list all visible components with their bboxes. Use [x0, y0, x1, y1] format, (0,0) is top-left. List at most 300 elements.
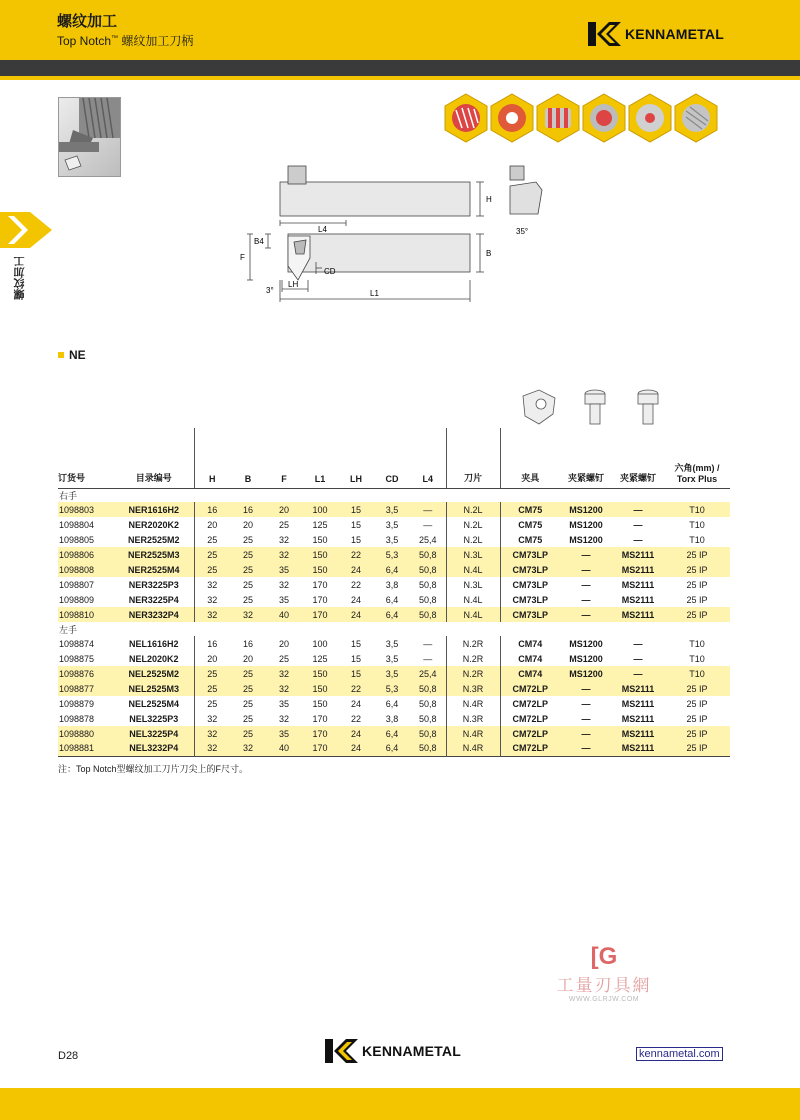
cell-catalog: NER3225P4 [114, 592, 194, 607]
cell-screw1: — [581, 698, 591, 709]
cell-screw2: MS2111 [612, 547, 664, 562]
cell-l1: 170 [302, 741, 338, 756]
cell-catalog: NER2525M3 [114, 547, 194, 562]
cell-cd: 3,5 [385, 653, 399, 664]
group-header-row [58, 622, 730, 636]
dim-angle3: 3° [266, 286, 274, 295]
col-l1: L1 [302, 428, 338, 488]
trademark-mark: ™ [111, 35, 119, 42]
cell-clamp: CM73LP [512, 579, 548, 590]
cell-lh: 22 [338, 547, 374, 562]
cell-h: 32 [194, 726, 230, 741]
cell-l4: 50,8 [410, 711, 446, 726]
cell-cd: 6,4 [385, 698, 399, 709]
cell-clamp: CM73LP [500, 607, 560, 622]
website-link[interactable]: kennametal.com [636, 1047, 723, 1061]
cell-b: 25 [230, 681, 266, 696]
cell-b: 25 [230, 666, 266, 681]
cell-f: 35 [266, 726, 302, 741]
kennametal-logo-icon [325, 1039, 359, 1063]
cell-catalog: NER2525M4 [114, 562, 194, 577]
face-thread-icon [628, 93, 672, 143]
cell-order: 1098874 [59, 638, 95, 649]
brand-name-bottom: KENNAMETAL [362, 1043, 461, 1059]
cell-insert: N.4R [446, 696, 500, 711]
cell-b: 25 [242, 594, 253, 605]
cell-hex: T10 [689, 653, 705, 664]
table-row[interactable] [58, 651, 730, 666]
header-stripe [0, 60, 800, 76]
cell-insert: N.2L [446, 532, 500, 547]
cell-screw1: — [581, 594, 591, 605]
table-row[interactable] [58, 666, 730, 681]
cell-insert: N.2R [446, 636, 500, 651]
cell-screw1: — [560, 562, 612, 577]
bottom-rule-cell [58, 756, 730, 757]
cell-b: 20 [242, 519, 253, 530]
cell-f: 32 [278, 534, 289, 545]
cell-catalog: NEL2020K2 [114, 651, 194, 666]
cell-cd: 3,5 [374, 502, 410, 517]
footer-band [0, 1088, 800, 1120]
cell-clamp: CM72LP [512, 698, 548, 709]
cell-b: 32 [230, 607, 266, 622]
cell-screw2: MS2111 [621, 579, 655, 590]
cell-l1: 170 [312, 713, 328, 724]
cell-hex: T10 [689, 638, 705, 649]
cell-catalog: NER3225P3 [114, 577, 194, 592]
cell-h: 32 [207, 579, 218, 590]
cell-clamp: CM74 [518, 653, 543, 664]
cell-b: 25 [230, 562, 266, 577]
table-row[interactable] [58, 681, 730, 696]
cell-l4: — [410, 502, 446, 517]
cell-insert: N.2L [446, 517, 500, 532]
cell-order: 1098878 [59, 713, 95, 724]
cell-cd: 6,4 [374, 741, 410, 756]
header-stripe-accent [0, 76, 800, 80]
clamp-part-icon [519, 386, 559, 428]
cell-h: 25 [194, 681, 230, 696]
dim-h: H [486, 195, 492, 204]
cell-insert: N.4L [446, 607, 500, 622]
cell-cd: 3,5 [374, 666, 410, 681]
cell-lh: 15 [338, 666, 374, 681]
cell-l1: 150 [312, 534, 328, 545]
cell-cd: 3,8 [385, 713, 399, 724]
cell-b: 32 [230, 741, 266, 756]
col-f: F [266, 428, 302, 488]
cell-cd: 6,4 [385, 594, 399, 605]
group-header-row [58, 488, 730, 502]
page-number: D28 [58, 1050, 79, 1062]
cell-f: 25 [278, 519, 289, 530]
cell-hex: T10 [664, 666, 730, 681]
cell-cd: 3,5 [385, 638, 399, 649]
cell-screw1: MS1200 [569, 534, 603, 545]
cell-f: 40 [266, 607, 302, 622]
cell-clamp: CM74 [518, 638, 543, 649]
cell-catalog: NER3232P4 [114, 607, 194, 622]
table-row[interactable] [58, 592, 730, 607]
clamp-screw-2-icon [635, 386, 661, 428]
table-row[interactable] [58, 517, 730, 532]
cell-screw1: MS1200 [569, 653, 603, 664]
cell-insert: N.2R [446, 666, 500, 681]
cell-clamp: CM75 [500, 502, 560, 517]
cell-f: 25 [278, 653, 289, 664]
cell-catalog: NEL3225P4 [114, 726, 194, 741]
cell-lh: 24 [338, 607, 374, 622]
cell-cd: 3,5 [385, 534, 399, 545]
table-row[interactable] [58, 562, 730, 577]
cell-screw2: MS2111 [612, 607, 664, 622]
cell-clamp: CM75 [518, 534, 543, 545]
cell-hex: 25 IP [664, 562, 730, 577]
cell-b: 25 [230, 547, 266, 562]
cell-screw1: MS1200 [560, 502, 612, 517]
spec-table [58, 428, 730, 757]
cell-h: 32 [207, 713, 218, 724]
col-insert: 刀片 [446, 428, 500, 488]
cell-screw1: — [560, 726, 612, 741]
cell-l4: — [410, 651, 446, 666]
cell-hex: 25 IP [664, 741, 730, 756]
cell-l4: 50,8 [410, 547, 446, 562]
cell-h: 32 [207, 594, 218, 605]
cell-hex: T10 [689, 534, 705, 545]
cell-l1: 170 [312, 594, 328, 605]
cell-insert: N.3R [446, 681, 500, 696]
cell-l1: 150 [302, 562, 338, 577]
cell-b: 20 [242, 653, 253, 664]
table-row[interactable] [58, 741, 730, 756]
cell-l1: 125 [312, 653, 328, 664]
cell-l1: 150 [302, 666, 338, 681]
col-h: H [194, 428, 230, 488]
cell-order: 1098803 [58, 502, 114, 517]
cell-lh: 15 [338, 502, 374, 517]
cell-h: 20 [207, 653, 218, 664]
product-photo [58, 97, 121, 177]
cell-screw2: — [612, 666, 664, 681]
cell-b: 25 [242, 534, 253, 545]
cell-insert: N.4R [446, 726, 500, 741]
cell-catalog: NER1616H2 [114, 502, 194, 517]
table-row[interactable] [58, 607, 730, 622]
subtitle-product: Top Notch [57, 34, 112, 48]
cell-cd: 5,3 [374, 547, 410, 562]
cell-l4: 50,8 [410, 681, 446, 696]
cell-h: 20 [207, 519, 218, 530]
cell-order: 1098879 [59, 698, 95, 709]
dim-b4: B4 [254, 237, 264, 246]
cell-hex: 25 IP [686, 713, 708, 724]
group-label: 左手 [59, 624, 78, 635]
application-icons [444, 93, 718, 143]
cell-h: 16 [194, 502, 230, 517]
cell-clamp: CM72LP [500, 741, 560, 756]
cell-l1: 100 [302, 502, 338, 517]
cell-lh: 15 [350, 638, 361, 649]
cell-f: 20 [266, 502, 302, 517]
page-subtitle [57, 32, 193, 49]
table-row[interactable] [58, 696, 730, 711]
col-hex-line2: Torx Plus [676, 473, 718, 484]
col-b: B [230, 428, 266, 488]
cell-screw1: — [581, 579, 591, 590]
cell-screw1: MS1200 [560, 666, 612, 681]
cell-lh: 15 [350, 519, 361, 530]
cell-screw1: — [560, 741, 612, 756]
col-hex-line1: 六角(mm) / [674, 462, 720, 473]
cell-hex: 25 IP [664, 607, 730, 622]
cell-insert: N.3L [446, 547, 500, 562]
cell-lh: 22 [350, 713, 361, 724]
cell-lh: 15 [350, 653, 361, 664]
brand-logo-top[interactable] [588, 22, 724, 46]
cell-cd: 5,3 [374, 681, 410, 696]
cell-l4: 25,4 [410, 666, 446, 681]
grooved-thread-icon [536, 93, 580, 143]
cell-screw2: MS2111 [612, 562, 664, 577]
cell-l1: 100 [312, 638, 328, 649]
cell-f: 35 [278, 594, 289, 605]
cell-hex: 25 IP [664, 726, 730, 741]
cell-h: 32 [194, 607, 230, 622]
cell-insert: N.2R [446, 651, 500, 666]
subtitle-desc: 螺纹加工刀柄 [118, 34, 194, 48]
cell-f: 32 [278, 579, 289, 590]
cell-h: 32 [194, 741, 230, 756]
cell-lh: 24 [338, 726, 374, 741]
cell-l4: 50,8 [410, 562, 446, 577]
cell-clamp: CM72LP [512, 713, 548, 724]
cell-screw2: MS2111 [621, 713, 655, 724]
cell-hex: 25 IP [664, 547, 730, 562]
cell-order: 1098807 [59, 579, 95, 590]
group-label: 右手 [59, 490, 78, 501]
table-header-row [58, 428, 730, 488]
cell-l4: 50,8 [410, 696, 446, 711]
cell-insert: N.2L [446, 502, 500, 517]
col-screw1: 夹紧螺钉 [560, 428, 612, 488]
cell-insert: N.3R [446, 711, 500, 726]
section-heading [58, 348, 86, 362]
cell-clamp: CM72LP [500, 681, 560, 696]
cell-f: 35 [278, 698, 289, 709]
cell-screw1: MS1200 [569, 638, 603, 649]
cell-hex: 25 IP [686, 698, 708, 709]
col-l4: L4 [410, 428, 446, 488]
cell-lh: 24 [350, 594, 361, 605]
cell-h: 25 [194, 547, 230, 562]
tool-holder-drawing [238, 162, 558, 312]
cell-catalog: NER2525M2 [114, 532, 194, 547]
dim-l1: L1 [370, 289, 379, 298]
cell-screw1: — [560, 681, 612, 696]
table-row[interactable] [58, 502, 730, 517]
cell-catalog: NEL1616H2 [114, 636, 194, 651]
cell-l1: 170 [312, 579, 328, 590]
cell-insert: N.3L [446, 577, 500, 592]
cell-l4: 50,8 [410, 592, 446, 607]
cell-clamp: CM72LP [500, 726, 560, 741]
cell-clamp: CM74 [500, 666, 560, 681]
cell-lh: 24 [350, 698, 361, 709]
cell-b: 25 [230, 726, 266, 741]
dim-f: F [240, 253, 245, 262]
cell-f: 32 [266, 681, 302, 696]
table-row[interactable] [58, 577, 730, 592]
cell-lh: 15 [350, 534, 361, 545]
cell-l4: — [410, 517, 446, 532]
col-screw2: 夹紧螺钉 [612, 428, 664, 488]
cell-catalog: NEL2525M4 [114, 696, 194, 711]
cell-b: 16 [230, 502, 266, 517]
cell-b: 25 [242, 579, 253, 590]
col-clamp: 夹具 [500, 428, 560, 488]
page-title: 螺纹加工 [57, 13, 118, 30]
col-cd: CD [374, 428, 410, 488]
cell-l4: 25,4 [410, 532, 446, 547]
cell-b: 25 [242, 698, 253, 709]
cell-screw2: — [633, 534, 643, 545]
watermark-url: WWW.GLRJW.COM [568, 996, 640, 1003]
cell-hex: T10 [664, 502, 730, 517]
brand-logo-bottom[interactable] [325, 1039, 461, 1063]
brand-name: KENNAMETAL [625, 26, 724, 42]
dim-l4: L4 [318, 225, 327, 234]
cell-h: 25 [194, 562, 230, 577]
threading-photo-illustration [59, 98, 120, 176]
cell-f: 20 [278, 638, 289, 649]
watermark-text: 工量刃具網 [556, 976, 652, 996]
table-bottom-rule [58, 756, 730, 757]
cell-order: 1098877 [58, 681, 114, 696]
col-lh: LH [338, 428, 374, 488]
cell-screw1: — [560, 607, 612, 622]
section-bullet-icon [58, 352, 64, 358]
dim-cd: CD [324, 267, 336, 276]
side-section-label: 螺纹加工 [14, 256, 26, 300]
cell-l1: 170 [302, 726, 338, 741]
cell-screw2: — [633, 638, 643, 649]
cell-h: 25 [207, 698, 218, 709]
cell-screw1: — [560, 547, 612, 562]
cell-f: 32 [266, 666, 302, 681]
cell-screw2: MS2111 [612, 741, 664, 756]
cell-lh: 22 [338, 681, 374, 696]
col-order: 订货号 [58, 428, 114, 488]
bore-thread-icon [582, 93, 626, 143]
cell-l4: — [410, 636, 446, 651]
cell-f: 35 [266, 562, 302, 577]
cell-order: 1098810 [58, 607, 114, 622]
table-row[interactable] [58, 547, 730, 562]
section-title-text: NE [69, 348, 86, 362]
cell-order: 1098881 [58, 741, 114, 756]
cell-cd: 6,4 [374, 562, 410, 577]
cell-order: 1098880 [58, 726, 114, 741]
table-row[interactable] [58, 636, 730, 651]
cell-l4: 50,8 [410, 741, 446, 756]
cell-screw2: MS2111 [612, 681, 664, 696]
cell-order: 1098808 [58, 562, 114, 577]
cell-screw1: MS1200 [569, 519, 603, 530]
watermark-logo: [G [590, 943, 618, 970]
dim-lh: LH [288, 280, 299, 289]
cell-hex: 25 IP [686, 579, 708, 590]
table-body [58, 488, 730, 757]
cell-clamp: CM73LP [512, 594, 548, 605]
table-row[interactable] [58, 726, 730, 741]
cell-screw2: MS2111 [621, 594, 655, 605]
side-chevron-icon [0, 212, 52, 248]
cell-l1: 170 [302, 607, 338, 622]
dim-b: B [486, 249, 492, 258]
cell-insert: N.4L [446, 562, 500, 577]
cell-l4: 50,8 [410, 577, 446, 592]
cell-cd: 3,5 [385, 519, 399, 530]
cell-order: 1098804 [59, 519, 95, 530]
cell-clamp: CM73LP [500, 547, 560, 562]
table-row[interactable] [58, 532, 730, 547]
col-hex [664, 428, 730, 488]
cell-cd: 6,4 [374, 607, 410, 622]
watermark [536, 943, 672, 1003]
table-row[interactable] [58, 711, 730, 726]
cell-catalog: NER2020K2 [114, 517, 194, 532]
cell-clamp: CM75 [518, 519, 543, 530]
footnote: 注：Top Notch型螺纹加工刀片刀尖上的F尺寸。 [58, 764, 249, 774]
cell-lh: 22 [350, 579, 361, 590]
cell-lh: 24 [338, 741, 374, 756]
cell-h: 16 [207, 638, 218, 649]
dim-angle35: 35° [516, 227, 529, 236]
cell-order: 1098805 [59, 534, 95, 545]
cell-screw2: MS2111 [621, 698, 655, 709]
cell-order: 1098806 [58, 547, 114, 562]
cell-h: 25 [207, 534, 218, 545]
clamp-screw-icon [582, 386, 608, 428]
cell-order: 1098876 [58, 666, 114, 681]
cell-catalog: NEL2525M2 [114, 666, 194, 681]
thread-profile-icon [444, 93, 488, 143]
cell-hex: 25 IP [664, 681, 730, 696]
cell-catalog: NEL3225P3 [114, 711, 194, 726]
cell-catalog: NEL3232P4 [114, 741, 194, 756]
cell-b: 16 [242, 638, 253, 649]
cell-screw2: — [633, 519, 643, 530]
cell-cd: 3,8 [385, 579, 399, 590]
cell-hex: 25 IP [686, 594, 708, 605]
internal-thread-icon [490, 93, 534, 143]
cell-insert: N.4L [446, 592, 500, 607]
cell-b: 25 [242, 713, 253, 724]
cell-l4: 50,8 [410, 726, 446, 741]
cell-l1: 150 [302, 681, 338, 696]
cell-order: 1098875 [59, 653, 95, 664]
cell-screw1: — [581, 713, 591, 724]
col-catalog: 目录编号 [114, 428, 194, 488]
cell-lh: 24 [338, 562, 374, 577]
cell-l4: 50,8 [410, 607, 446, 622]
kennametal-logo-icon [588, 22, 622, 46]
round-bar-icon [674, 93, 718, 143]
cell-insert: N.4R [446, 741, 500, 756]
cell-clamp: CM73LP [500, 562, 560, 577]
